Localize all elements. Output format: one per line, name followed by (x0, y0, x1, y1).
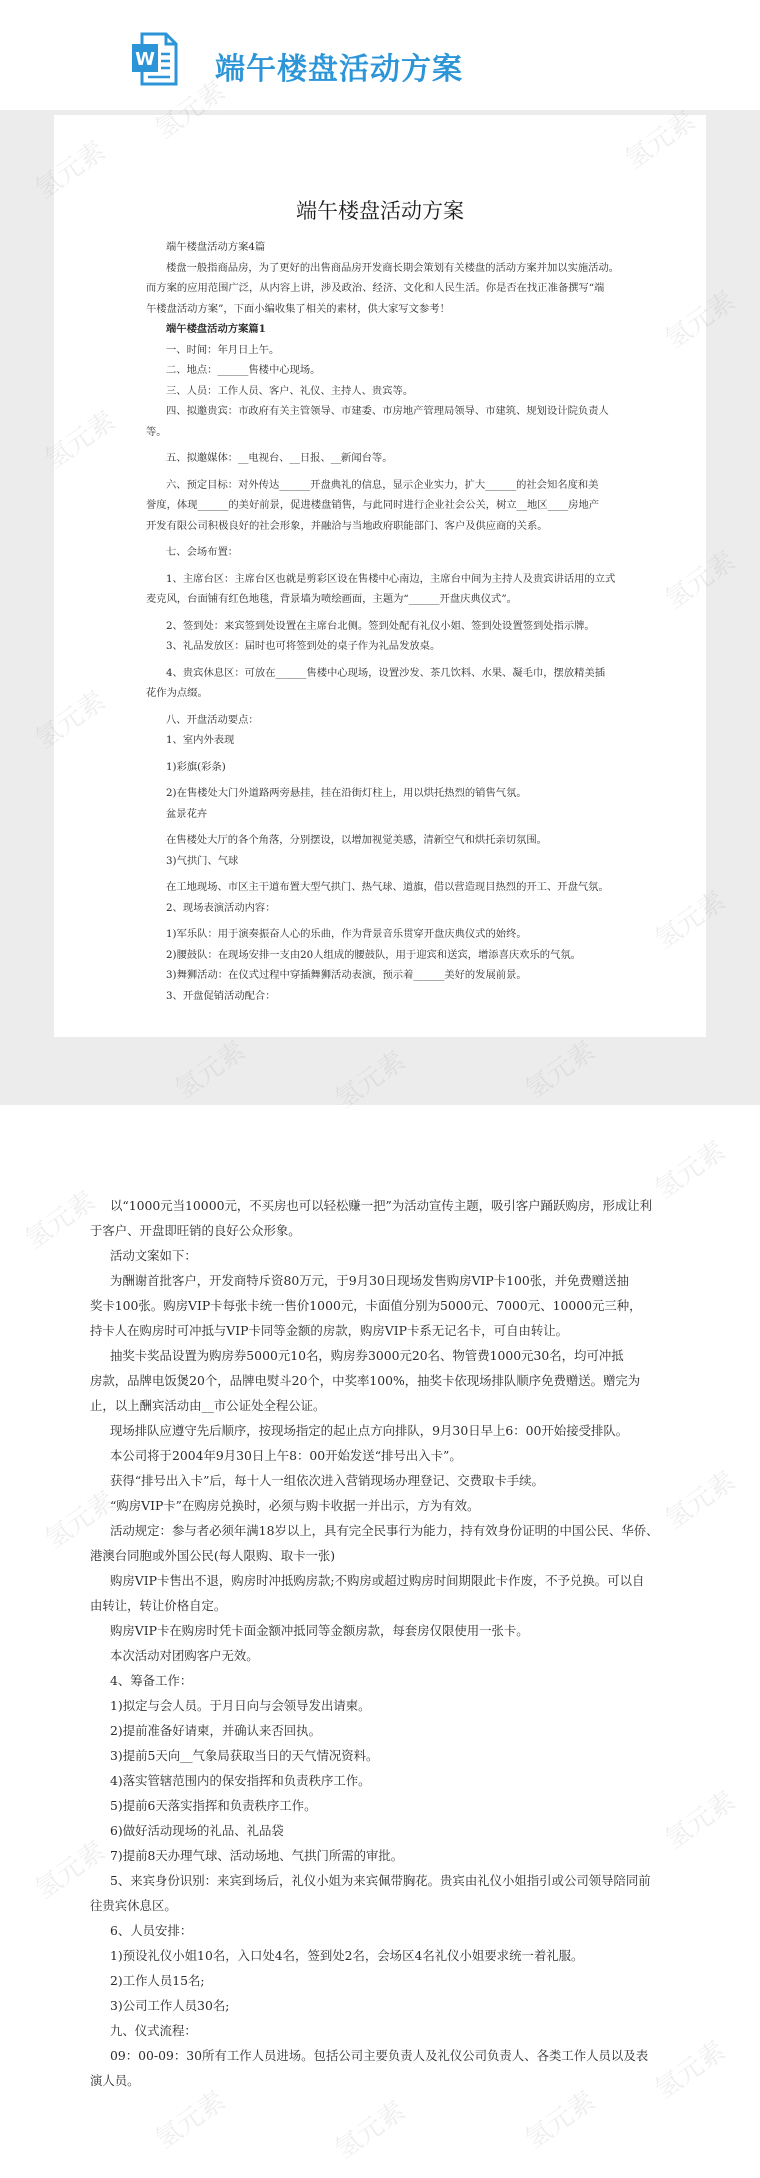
paragraph-line: 1、主席台区：主席台区也就是剪彩区设在售楼中心南边，主席台中间为主持人及贵宾讲话用的立式 (166, 572, 616, 585)
paragraph-line: 3)提前5天向__气象局获取当日的天气情况资料。 (110, 1748, 379, 1763)
paragraph-line: 1)彩旗(彩条) (166, 760, 226, 773)
paragraph-line: 誉度，体现______的美好前景，促进楼盘销售，与此同时进行企业社会公关，树立__地区____房地产 (146, 499, 600, 511)
header-title: 端午楼盘活动方案 (215, 52, 463, 87)
paragraph-line: 往贵宾休息区。 (90, 1898, 177, 1913)
paragraph-line: “购房VIP卡”在购房兑换时，必须与购卡收据一并出示，方为有效。 (110, 1498, 480, 1513)
paragraph-line: 3)舞狮活动：在仪式过程中穿插舞狮活动表演，预示着______美好的发展前景。 (166, 969, 527, 981)
paragraph-line: 而方案的应用范围广泛，从内容上讲，涉及政治、经济、文化和人民生活。你是否在找正准备撰写“端 (146, 282, 605, 294)
paragraph-line: 在工地现场、市区主干道布置大型气拱门、热气球、道旗，借以营造现目热烈的开工、开盘气氛。 (166, 881, 609, 893)
paragraph-line: 2、现场表演活动内容： (166, 901, 276, 914)
paragraph-line: 午楼盘活动方案”，下面小编收集了相关的素材，供大家写文参考！ (146, 302, 450, 315)
paragraph-line: 由转让，转让价格自定。 (90, 1598, 227, 1613)
paragraph-line: 以“1000元当10000元，不买房也可以轻松赚一把”为活动宣传主题，吸引客户踊跃购房，形成让利 (110, 1198, 653, 1213)
page-2-body (90, 1193, 700, 2093)
document-title: 端午楼盘活动方案 (296, 199, 464, 223)
paragraph-line: 购房VIP卡在购房时凭卡面金额冲抵同等金额房款，每套房仅限使用一张卡。 (110, 1623, 529, 1638)
paragraph-line: 房款，品牌电饭煲20个，品牌电熨斗20个，中奖率100%，抽奖卡依现场排队顺序免费赠送。赠完为 (90, 1373, 641, 1388)
paragraph-line: 四、拟邀贵宾：市政府有关主管领导、市建委、市房地产管理局领导、市建筑、规划设计院负责人 (166, 405, 609, 417)
paragraph-line: 九、仪式流程： (110, 2023, 197, 2038)
paragraph-line: 2、签到处：来宾签到处设置在主席台北侧。签到处配有礼仪小姐、签到处设置签到处指示牌。 (166, 619, 595, 632)
paragraph-line: 3)公司工作人员30名; (110, 1998, 230, 2013)
document-page-1 (54, 115, 706, 1037)
paragraph-line: 为酬谢首批客户，开发商特斥资80万元，于9月30日现场发售购房VIP卡100张，并免费赠送抽 (110, 1273, 629, 1288)
paragraph-line: 端午楼盘活动方案4篇 (166, 241, 266, 253)
paragraph-line: 一、时间：年月日上午。 (166, 343, 280, 356)
paragraph-line: 等。 (146, 425, 167, 438)
paragraph-line: 7)提前8天办理气球、活动场地、气拱门所需的审批。 (110, 1848, 404, 1863)
paragraph-line: 5、来宾身份识别：来宾到场后，礼仪小姐为来宾佩带胸花。贵宾由礼仪小姐指引或公司领导陪同前 (110, 1873, 651, 1888)
paragraph-line: 本公司将于2004年9月30日上午8：00开始发送“排号出入卡”。 (110, 1448, 462, 1463)
paragraph-line: 2)腰鼓队：在现场安排一支由20人组成的腰鼓队，用于迎宾和送宾，增添喜庆欢乐的气氛。 (166, 948, 581, 961)
paragraph-line: 3、开盘促销活动配合： (166, 989, 276, 1002)
paragraph-line: 3、礼品发放区：届时也可将签到处的桌子作为礼品发放桌。 (166, 640, 441, 652)
paragraph-line: 二、地点：______售楼中心现场。 (166, 364, 321, 376)
paragraph-line: 止，以上酬宾活动由__市公证处全程公证。 (90, 1398, 326, 1413)
paragraph-line: 09：00-09：30所有工作人员进场。包括公司主要负责人及礼仪公司负责人、各类工作人员以及表 (110, 2048, 649, 2063)
paragraph-line: 六、预定目标：对外传达______开盘典礼的信息，显示企业实力，扩大______的社会知名度和美 (166, 478, 599, 491)
paragraph-line: 4、筹备工作： (110, 1673, 193, 1688)
paragraph-line: 1)拟定与会人员。于月日向与会领导发出请柬。 (110, 1698, 371, 1713)
paragraph-line: 获得“排号出入卡”后，每十人一组依次进入营销现场办理登记、交费取卡手续。 (110, 1473, 544, 1488)
paragraph-line: 现场排队应遵守先后顺序，按现场指定的起止点方向排队，9月30日早上6：00开始接受排队。 (110, 1423, 629, 1438)
paragraph-line: 2)工作人员15名; (110, 1973, 205, 1988)
paragraph-line: 4)落实管辖范围内的保安指挥和负责秩序工作。 (110, 1773, 371, 1788)
paragraph-line: 八、开盘活动要点： (166, 713, 259, 726)
paragraph-line: 6)做好活动现场的礼品、礼品袋 (110, 1823, 284, 1838)
paragraph-line: 三、人员：工作人员、客户、礼仪、主持人、贵宾等。 (166, 384, 414, 397)
paragraph-line: 活动规定：参与者必须年满18岁以上，具有完全民事行为能力，持有效身份证明的中国公民、华侨、 (110, 1523, 659, 1538)
paragraph-line: 3)气拱门、气球 (166, 854, 239, 867)
paragraph-line: 麦克风，台面铺有红色地毯，背景墙为喷绘画面，主题为“______开盘庆典仪式”。 (146, 593, 517, 605)
paragraph-line: 4、贵宾休息区：可放在______售楼中心现场，设置沙发、茶几饮料、水果、凝毛巾，摆放精美插 (166, 666, 606, 679)
page-1-body (146, 237, 634, 1006)
paragraph-line: 楼盘一般指商品房，为了更好的出售商品房开发商长期会策划有关楼盘的活动方案并加以实施活动。 (166, 261, 620, 274)
paragraph-line: 5)提前6天落实指挥和负责秩序工作。 (110, 1798, 317, 1813)
paragraph-line: 2)在售楼处大门外道路两旁悬挂，挂在沿街灯柱上，用以烘托热烈的销售气氛。 (166, 787, 527, 799)
paragraph-line: 花作为点缀。 (146, 687, 208, 699)
header-banner (0, 0, 760, 110)
paragraph-line: 于客户、开盘即旺销的良好公众形象。 (90, 1223, 301, 1238)
paragraph-line: 端午楼盘活动方案篇1 (166, 323, 266, 335)
paragraph-line: 盆景花卉 (166, 807, 208, 820)
paragraph-line: 1)预设礼仪小姐10名，入口处4名，签到处2名，会场区4名礼仪小姐要求统一着礼服。 (110, 1948, 584, 1963)
paragraph-line: 活动文案如下： (110, 1248, 197, 1263)
paragraph-line: 七、会场布置： (166, 546, 239, 558)
paragraph-line: 开发有限公司积极良好的社会形象，并融洽与当地政府职能部门、客户及供应商的关系。 (146, 519, 548, 532)
paragraph-line: 6、人员安排： (110, 1923, 193, 1938)
svg-text:W: W (135, 49, 155, 70)
paragraph-line: 1、室内外表现 (166, 734, 235, 746)
paragraph-line: 在售楼处大厅的各个角落，分别摆设，以增加视觉美感，清新空气和烘托亲切氛围。 (166, 834, 547, 846)
paragraph-line: 购房VIP卡售出不退，购房时冲抵购房款;不购房或超过购房时间期限此卡作废，不予兑换。可以自 (110, 1573, 645, 1588)
paragraph-line: 五、拟邀媒体：__电视台、__日报、__新闻台等。 (166, 452, 393, 464)
paragraph-line: 演人员。 (90, 2073, 140, 2088)
word-document-icon (130, 32, 178, 86)
paragraph-line: 奖卡100张。购房VIP卡每张卡统一售价1000元，卡面值分别为5000元、7000元、10000元三种， (90, 1298, 642, 1313)
paragraph-line: 本次活动对团购客户无效。 (110, 1648, 259, 1663)
paragraph-line: 2)提前准备好请柬，并确认来否回执。 (110, 1723, 321, 1738)
paragraph-line: 抽奖卡奖品设置为购房券5000元10名，购房券3000元20名、物管费1000元30名，均可冲抵 (110, 1348, 624, 1363)
paragraph-line: 港澳台同胞或外国公民(每人限购、取卡一张) (90, 1548, 336, 1563)
paragraph-line: 1)军乐队：用于演奏振奋人心的乐曲，作为背景音乐贯穿开盘庆典仪式的始终。 (166, 928, 527, 940)
document-page-2 (0, 1105, 760, 2178)
paragraph-line: 持卡人在购房时可冲抵与VIP卡同等金额的房款，购房VIP卡系无记名卡，可自由转让。 (90, 1323, 569, 1338)
